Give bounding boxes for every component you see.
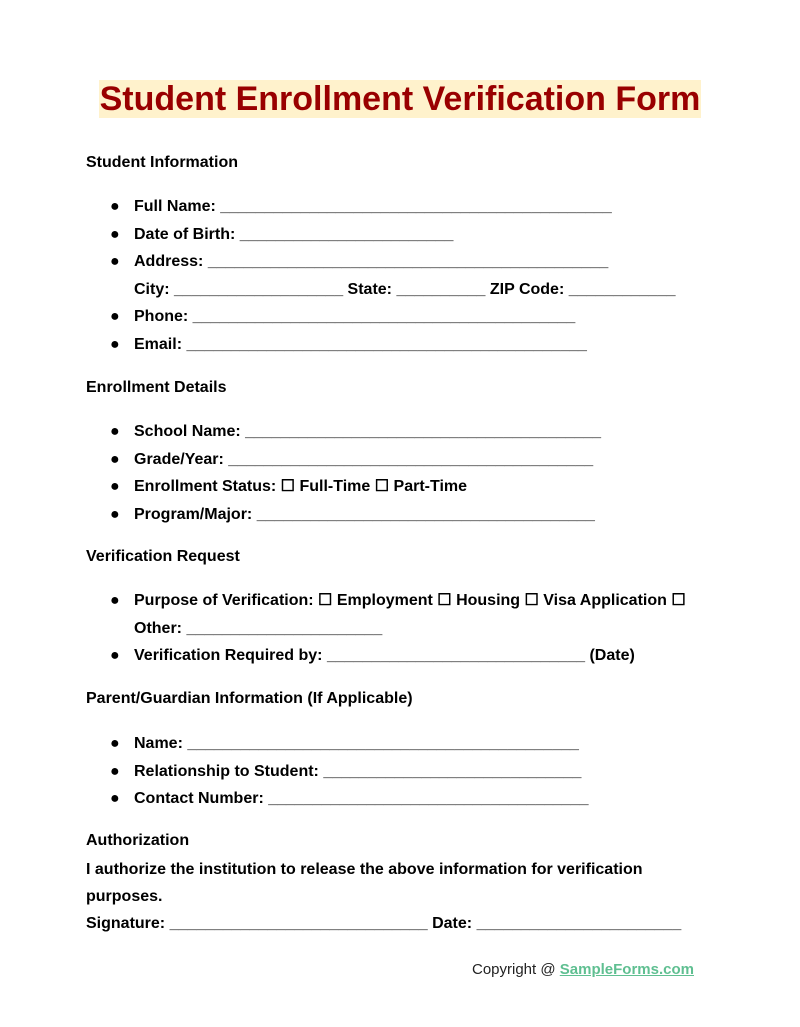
signature-line[interactable]	[86, 910, 706, 937]
text-verification-other-0: Other:	[134, 619, 182, 637]
field-enrollment-status[interactable]	[86, 473, 726, 501]
text-student-city-5: ____________	[568, 280, 676, 298]
field-full-name[interactable]	[86, 193, 726, 221]
text-student-items2-0-0: Phone:	[134, 308, 189, 325]
bullet-icon: ●	[110, 308, 120, 325]
section-heading-verification: Verification Request	[86, 548, 240, 565]
text-footer-prefix: Copyright @	[472, 961, 560, 978]
guardian-list	[86, 730, 726, 813]
text-authorization-signature-3: _______________________	[476, 915, 682, 932]
text-student-items-0-1: ____________________________________________	[220, 198, 612, 215]
text-student-items-2-1: _____________________________________________	[207, 253, 609, 270]
bullet-icon: ●	[110, 225, 120, 243]
field-email[interactable]	[86, 331, 726, 359]
text-guardian-items-0-0: Name:	[134, 735, 183, 752]
field-required-by[interactable]	[86, 642, 726, 670]
section-heading-authorization: Authorization	[86, 832, 190, 849]
text-student-items-1-0: Date of Birth:	[134, 225, 236, 243]
field-city-state-zip[interactable]	[86, 276, 726, 304]
bullet-icon: ●	[110, 423, 120, 440]
text-guardian-items-1-0: Relationship to Student:	[134, 762, 319, 780]
text-enrollment-items-0-0: School Name:	[134, 423, 241, 440]
text-student-city-1: ___________________	[174, 280, 344, 298]
text-verification-purpose: Purpose of Verification: ☐ Employment ☐ Housing ☐ Visa Application ☐	[134, 592, 686, 609]
text-enrollment-items-1-0: Grade/Year:	[134, 450, 224, 468]
section-heading-student: Student Information	[86, 154, 238, 171]
student-info-list	[86, 193, 726, 358]
text-verification-required-1: _____________________________	[326, 647, 585, 664]
text-student-city-0: City:	[134, 280, 170, 298]
bullet-icon: ●	[110, 592, 120, 609]
field-school-name[interactable]	[86, 418, 726, 446]
text-guardian-items-1-1: _____________________________	[323, 762, 582, 780]
field-guardian-name[interactable]	[86, 730, 726, 758]
field-dob[interactable]	[86, 221, 726, 249]
text-enrollment-items-3-0: Program/Major:	[134, 505, 253, 523]
text-student-city-4: ZIP Code:	[489, 280, 565, 298]
verification-list	[86, 587, 726, 670]
bullet-icon: ●	[110, 198, 120, 215]
bullet-icon: ●	[110, 762, 120, 780]
bullet-icon: ●	[110, 735, 120, 752]
text-student-items-1-1: ________________________	[239, 225, 454, 243]
text-guardian-items-2-1: ____________________________________	[268, 790, 589, 807]
title-text: Student Enrollment Verification Form	[99, 80, 701, 118]
text-authorization-signature-0: Signature:	[86, 915, 166, 932]
enrollment-list	[86, 418, 726, 528]
field-other[interactable]	[86, 615, 726, 643]
field-relationship[interactable]	[86, 758, 726, 786]
text-enrollment-items-0-1: ________________________________________	[245, 423, 602, 440]
bullet-icon: ●	[110, 253, 120, 270]
section-heading-enrollment: Enrollment Details	[86, 379, 227, 396]
copyright	[472, 961, 694, 978]
field-address[interactable]	[86, 248, 726, 276]
text-student-city-2: State:	[347, 280, 392, 298]
text-guardian-items-2-0: Contact Number:	[134, 790, 264, 807]
text-student-items2-1-0: Email:	[134, 335, 183, 353]
field-contact-number[interactable]	[86, 785, 726, 813]
text-student-items-2-0: Address:	[134, 253, 204, 270]
text-student-city-3: __________	[396, 280, 486, 298]
text-enrollment-items-1-1: _________________________________________	[228, 450, 594, 468]
authorization-text: I authorize the institution to release the above information for verification purposes.	[86, 861, 643, 905]
text-verification-required-0: Verification Required by:	[134, 647, 323, 664]
text-guardian-items-0-1: ____________________________________________	[187, 735, 579, 752]
bullet-icon: ●	[110, 450, 120, 468]
bullet-icon: ●	[110, 335, 120, 353]
field-phone[interactable]	[86, 303, 726, 331]
bullet-icon: ●	[110, 647, 120, 664]
sampleforms-link[interactable]: SampleForms.com	[559, 961, 694, 978]
field-program-major[interactable]	[86, 501, 726, 529]
form-title	[0, 80, 800, 118]
text-authorization-signature-1: _____________________________	[169, 915, 428, 932]
bullet-icon: ●	[110, 790, 120, 807]
text-student-items2-0-1: ___________________________________________	[192, 308, 576, 325]
field-purpose[interactable]	[86, 587, 726, 615]
section-heading-guardian: Parent/Guardian Information (If Applicable)	[86, 690, 413, 707]
text-student-items2-1-1: _____________________________________________	[186, 335, 587, 353]
field-grade-year[interactable]	[86, 446, 726, 474]
bullet-icon: ●	[110, 478, 120, 495]
text-authorization-signature-2: Date:	[432, 915, 473, 932]
text-enrollment-items-2-0: Enrollment Status: ☐ Full-Time ☐ Part-Time	[134, 478, 468, 495]
text-enrollment-items-3-1: ______________________________________	[256, 505, 595, 523]
text-student-items-0-0: Full Name:	[134, 198, 216, 215]
bullet-icon: ●	[110, 505, 120, 523]
text-verification-other-1: ______________________	[186, 619, 383, 637]
text-verification-required-2: (Date)	[589, 647, 635, 664]
